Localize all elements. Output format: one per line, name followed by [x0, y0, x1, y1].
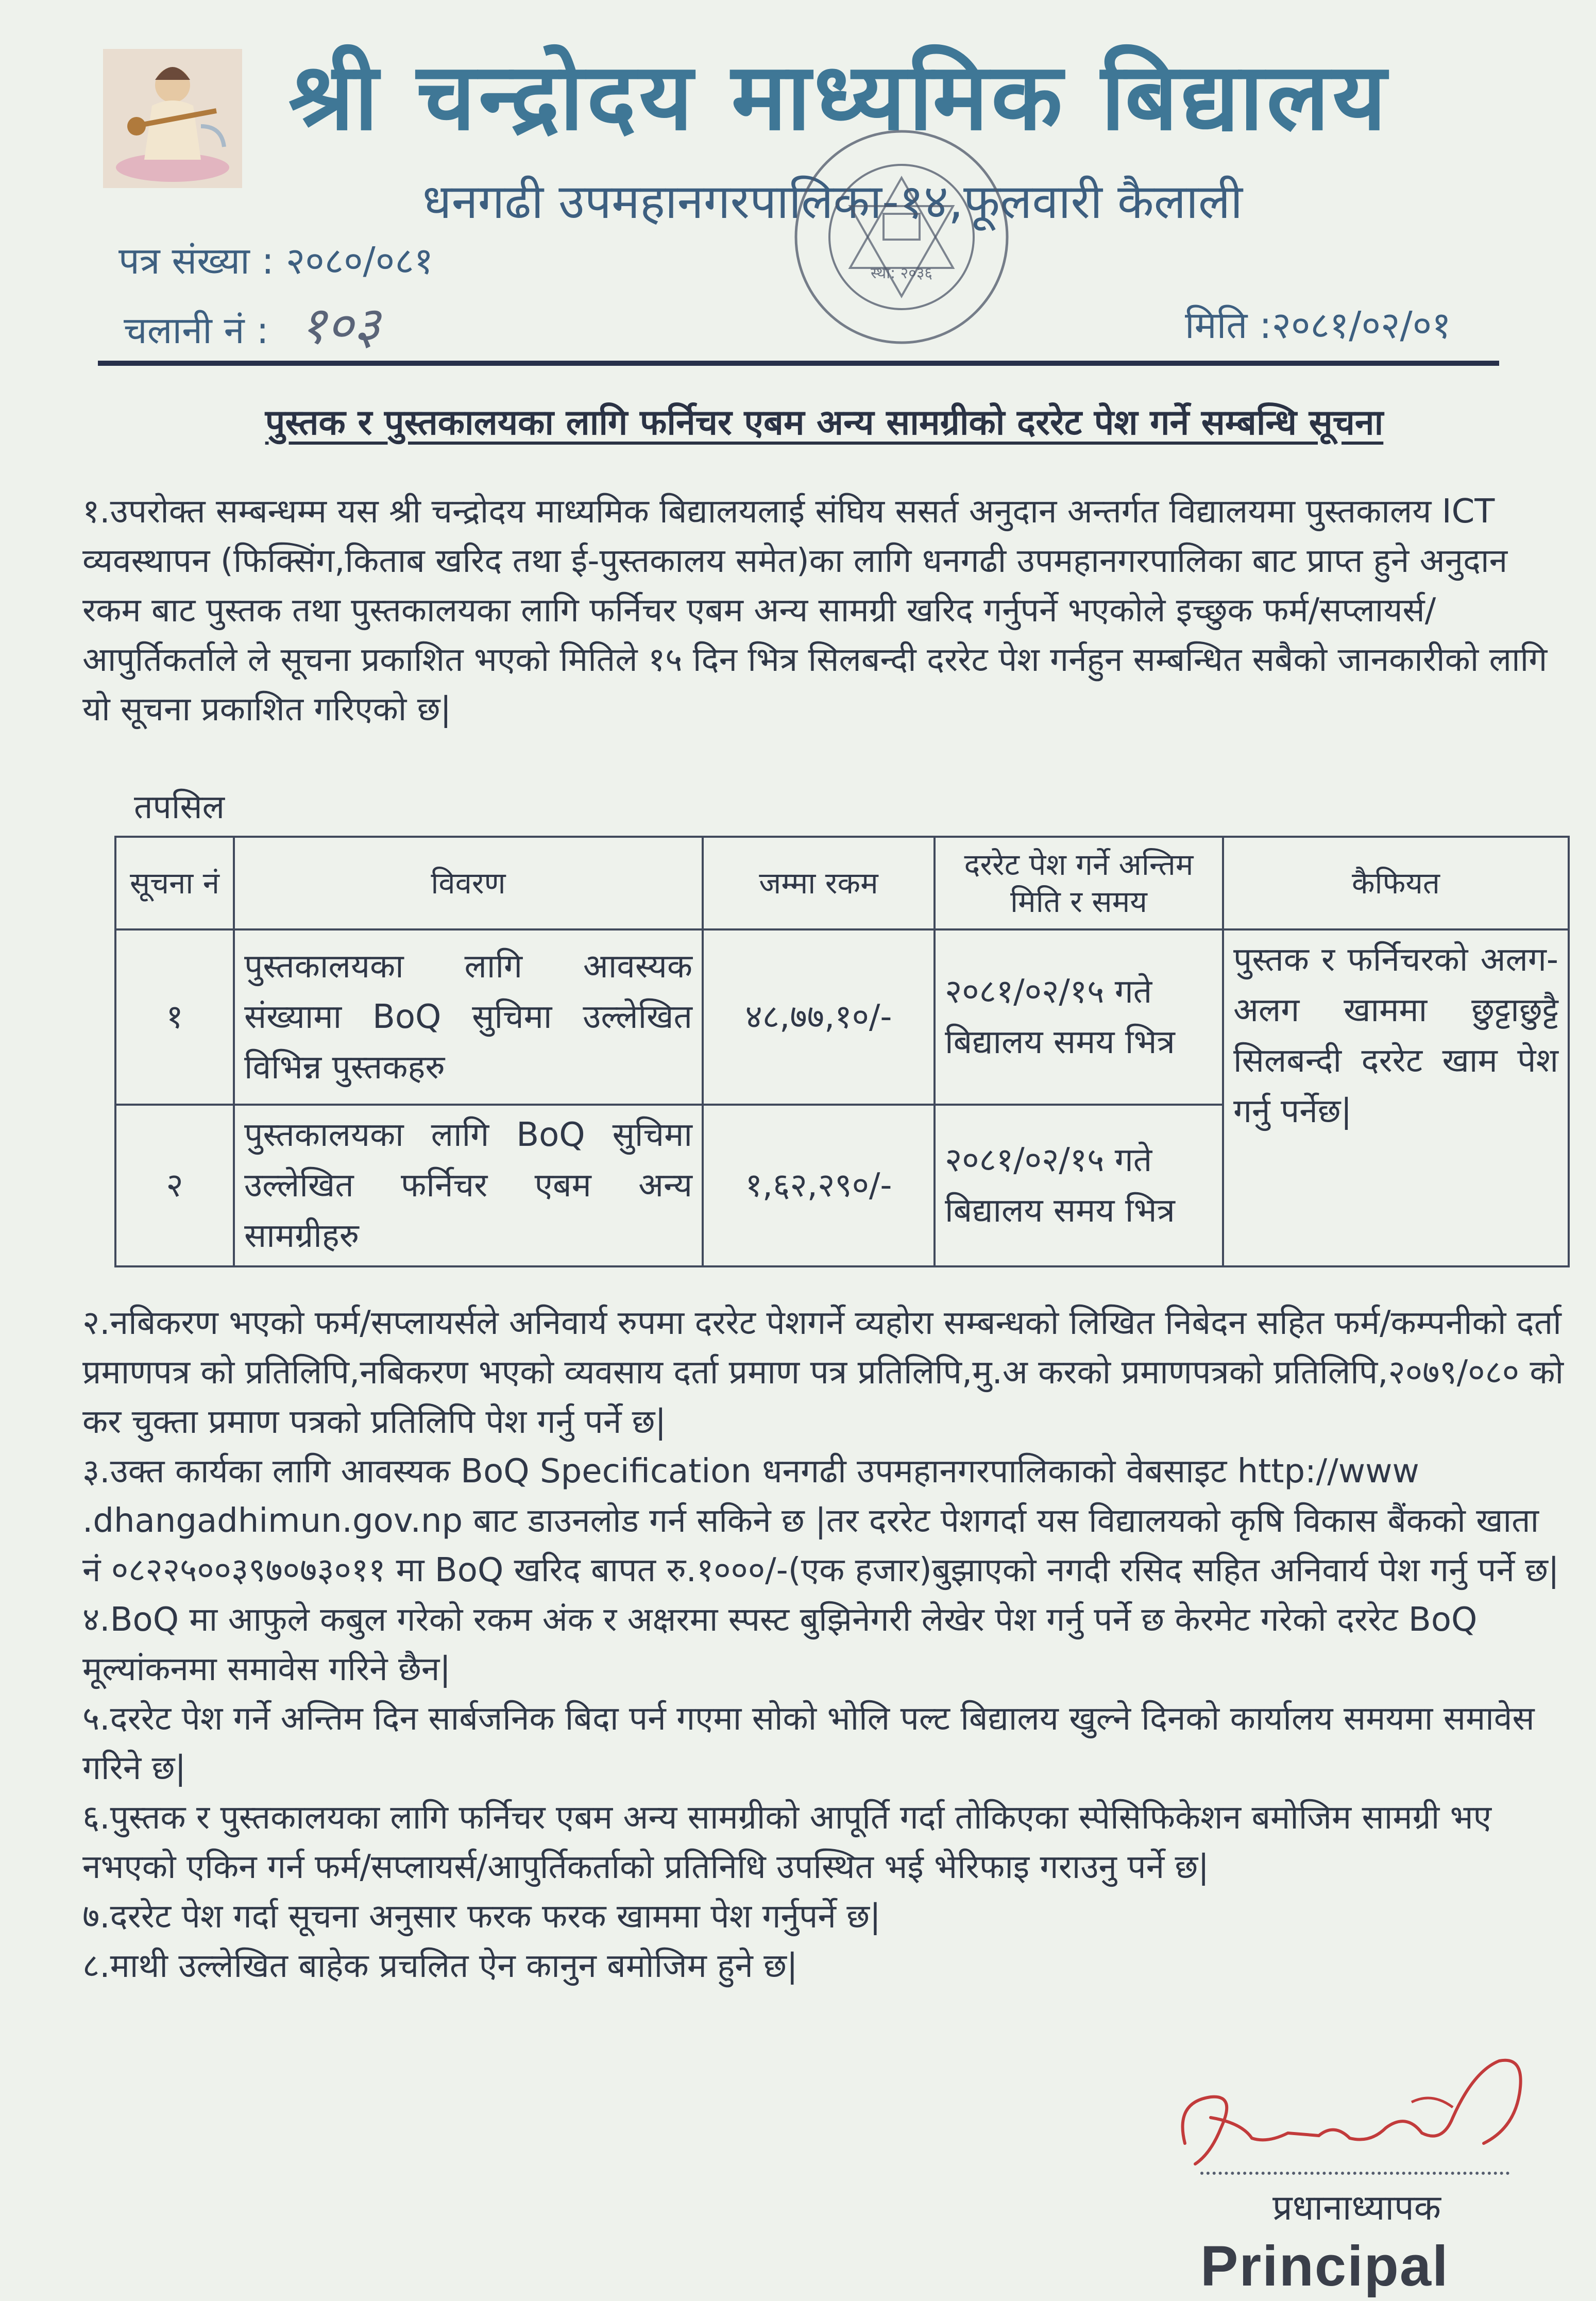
- point-number: ६.: [82, 1799, 110, 1837]
- designation: प्रधानाध्यापक: [1272, 2188, 1441, 2228]
- row-amount: ४८,७७,१०/-: [703, 929, 935, 1105]
- row-remarks: पुस्तक र फर्निचरको अलग-अलग खाममा छुट्टाछुट्टै सिलबन्दी दररेट खाम पेश गर्नु पर्नेछ|: [1223, 929, 1569, 1266]
- row-description: पुस्तकालयका लागि BoQ सुचिमा उल्लेखित फर्निचर एबम अन्य सामग्रीहरु: [234, 1105, 703, 1266]
- point-number: ५.: [82, 1700, 110, 1738]
- point-text: दररेट पेश गर्ने अन्तिम दिन सार्बजनिक बिदा पर्न गएमा सोको भोलि पल्ट बिद्यालय खुल्ने दिनको कार्यालय समयमा समावेस गरिने छ|: [82, 1700, 1535, 1787]
- school-seal: [788, 124, 1015, 350]
- col-header-description: विवरण: [234, 837, 703, 929]
- letter-number: [118, 234, 433, 285]
- letter-number-value: २०८०/०८१: [285, 239, 434, 282]
- paragraph-1-number: १.: [82, 493, 110, 531]
- school-address: धनगढी उपमहानगरपालिका-१४,फूलवारी कैलाली: [422, 174, 1243, 229]
- row-amount: १,६२,२९०/-: [703, 1105, 935, 1266]
- school-name: श्री चन्द्रोदय माध्यमिक बिद्यालय: [288, 43, 1389, 151]
- seal-estd: स्था: २०३६: [870, 264, 933, 282]
- point-number: २.: [82, 1304, 110, 1342]
- tender-table: [114, 836, 1570, 1267]
- list-item: [82, 1793, 1566, 1892]
- col-header-deadline: दररेट पेश गर्ने अन्तिम मिति र समय: [935, 837, 1223, 929]
- point-text: उक्त कार्यका लागि आवस्यक BoQ Specification धनगढी उपमहानगरपालिकाको वेबसाइट http://www .dhangadhimun.gov.np बाट डाउनलोड गर्न सकिने छ |तर दररेट पेशगर्दा यस विद्यालयको कृषि विकास बैंकको खाता नं ०८२२५००३९७०७३०११ मा BoQ खरिद बापत रु.१०००/-(एक हजार)बुझाएको नगदी रसिद सहित अनिवार्य पेश गर्नु पर्ने छ|: [82, 1452, 1559, 1589]
- list-item: [82, 1595, 1566, 1694]
- list-item: [82, 1447, 1566, 1595]
- list-item: [82, 1298, 1566, 1447]
- point-number: ३.: [82, 1452, 110, 1491]
- letter-number-label: पत्र संख्या :: [118, 239, 274, 282]
- notice-points: [82, 1298, 1566, 1991]
- signature-line: [1200, 2172, 1509, 2175]
- col-header-amount: जम्मा रकम: [703, 837, 935, 929]
- point-number: ८.: [82, 1947, 110, 1985]
- list-item: [82, 1941, 1566, 1991]
- date-label: मिति :: [1185, 303, 1272, 347]
- point-text: पुस्तक र पुस्तकालयका लागि फर्निचर एबम अन्य सामग्रीको आपूर्ति गर्दा तोकिएका स्पेसिफिकेशन बमोजिम सामग्री भए नभएको एकिन गर्न फर्म/सप्लायर्स/आपुर्तिकर्ताको प्रतिनिधि उपस्थित भई भेरिफाइ गराउनु पर्ने छ|: [82, 1799, 1492, 1886]
- point-text: BoQ मा आफुले कबुल गरेको रकम अंक र अक्षरमा स्पस्ट बुझिनेगरी लेखेर पेश गर्नु पर्ने छ केरमेट गरेको दररेट BoQ मूल्यांकनमा समावेस गरिने छैन|: [82, 1601, 1478, 1688]
- chalani-number: [124, 289, 380, 359]
- col-header-remarks: कैफियत: [1223, 837, 1569, 929]
- point-text: दररेट पेश गर्दा सूचना अनुसार फरक फरक खाममा पेश गर्नुपर्ने छ|: [110, 1898, 881, 1936]
- list-item: [82, 1694, 1566, 1793]
- point-number: ४.: [82, 1601, 110, 1639]
- principal-stamp: Principal: [1200, 2235, 1449, 2298]
- row-description: पुस्तकालयका लागि आवस्यक संख्यामा BoQ सुचिमा उल्लेखित विभिन्न पुस्तकहरु: [234, 929, 703, 1105]
- row-deadline: २०८१/०२/१५ गते बिद्यालय समय भित्र: [935, 929, 1223, 1105]
- chalani-label: चलानी नं :: [124, 309, 269, 352]
- row-number: १: [115, 929, 234, 1105]
- school-emblem: [103, 49, 242, 188]
- header-divider: [98, 361, 1499, 366]
- principal-signature: [1164, 2040, 1556, 2190]
- paragraph-1-text: उपरोक्त सम्बन्धम्म यस श्री चन्द्रोदय माध्यमिक बिद्यालयलाई संघिय ससर्त अनुदान अन्तर्गत विद्यालयमा पुस्तकालय ICT व्यवस्थापन (फिक्सिंग,किताब खरिद तथा ई-पुस्तकालय समेत)का लागि धनगढी उपमहानगरपालिका बाट प्राप्त हुने अनुदान रकम बाट पुस्तक तथा पुस्तकालयका लागि फर्निचर एबम अन्य सामग्री खरिद गर्नुपर्ने भएकोले इच्छुक फर्म/सप्लायर्स/आपुर्तिकर्ताले ले सूचना प्रकाशित भएको मितिले १५ दिन भित्र सिलबन्दी दररेट पेश गर्नहुन सम्बन्धित सबैको जानकारीको लागि यो सूचना प्रकाशित गरिएको छ|: [82, 493, 1548, 729]
- point-number: ७.: [82, 1898, 110, 1936]
- notice-subject: पुस्तक र पुस्तकालयका लागि फर्निचर एबम अन्य सामग्रीको दररेट पेश गर्ने सम्बन्धि सूचना: [265, 402, 1384, 443]
- point-text: नबिकरण भएको फर्म/सप्लायर्सले अनिवार्य रुपमा दररेट पेशगर्ने व्यहोरा सम्बन्धको लिखित निबेदन सहित फर्म/कम्पनीको दर्ता प्रमाणपत्र को प्रतिलिपि,नबिकरण भएको व्यवसाय दर्ता प्रमाण पत्र प्रतिलिपि,मु.अ करको प्रमाणपत्रको प्रतिलिपि,२०७९/०८० को कर चुक्ता प्रमाण पत्रको प्रतिलिपि पेश गर्नु पर्ने छ|: [82, 1304, 1564, 1441]
- row-number: २: [115, 1105, 234, 1266]
- list-item: [82, 1892, 1566, 1941]
- col-header-number: सूचना नं: [115, 837, 234, 929]
- point-text: माथी उल्लेखित बाहेक प्रचलित ऐन कानुन बमोजिम हुने छ|: [110, 1947, 798, 1985]
- table-header-row: [115, 837, 1569, 929]
- schedule-heading: तपसिल: [134, 788, 225, 826]
- table-row: [115, 929, 1569, 1105]
- paragraph-1: [82, 487, 1566, 734]
- date-value: २०८१/०२/०१: [1271, 303, 1451, 347]
- row-deadline: २०८१/०२/१५ गते बिद्यालय समय भित्र: [935, 1105, 1223, 1266]
- chalani-value: १०३: [299, 295, 380, 356]
- letter-date: [1185, 299, 1451, 349]
